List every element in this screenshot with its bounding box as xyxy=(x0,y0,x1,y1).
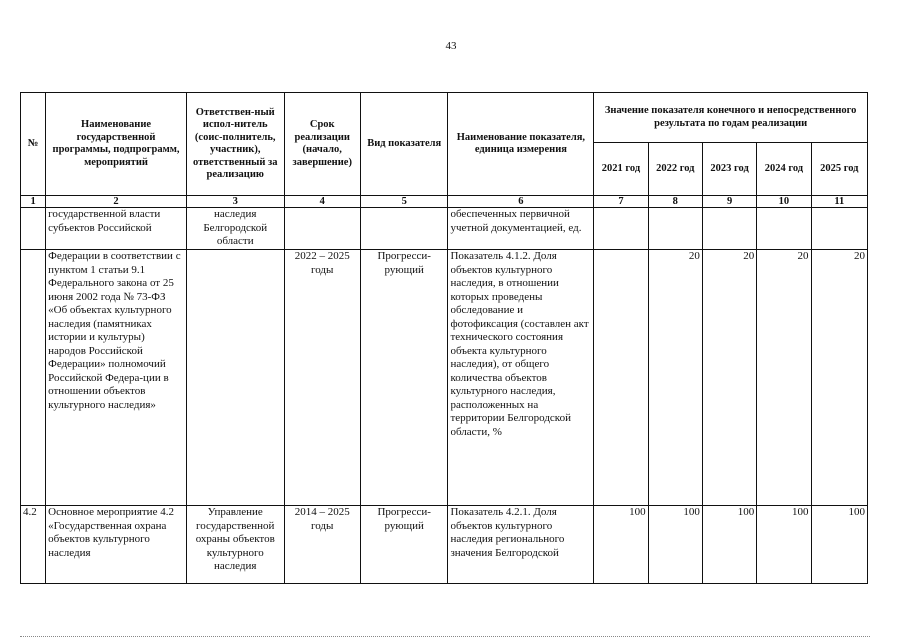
header-number: № xyxy=(21,93,46,196)
indicator-name-cell: Показатель 4.2.1. Доля объектов культурного наследия регионального значения Белгородской xyxy=(448,506,594,584)
value-cell-2025: 20 xyxy=(811,250,867,506)
column-number: 6 xyxy=(448,196,594,208)
column-number: 11 xyxy=(811,196,867,208)
program-name-cell: Основное мероприятие 4.2 «Государственная охрана объектов культурного наследия xyxy=(46,506,187,584)
indicator-name-cell: обеспеченных первичной учетной документацией, ед. xyxy=(448,208,594,250)
indicator-type-cell: Прогресси-рующий xyxy=(360,506,448,584)
page-number: 43 xyxy=(445,40,457,52)
value-cell-2022 xyxy=(648,208,702,250)
column-number: 2 xyxy=(46,196,187,208)
term-cell xyxy=(284,208,360,250)
executor-cell: Управление государственной охраны объектов культурного наследия xyxy=(186,506,284,584)
column-number: 8 xyxy=(648,196,702,208)
value-cell-2022: 100 xyxy=(648,506,702,584)
header-executor: Ответствен-ный испол-нитель (соис-полнитель, участник), ответственный за реализацию xyxy=(186,93,284,196)
header-year-2024: 2024 год xyxy=(757,143,811,196)
row-number-cell: 4.2 xyxy=(21,506,46,584)
header-indicator-type: Вид показателя xyxy=(360,93,448,196)
column-number: 3 xyxy=(186,196,284,208)
row-number-cell xyxy=(21,208,46,250)
value-cell-2021 xyxy=(594,250,648,506)
value-cell-2024: 20 xyxy=(757,250,811,506)
column-number: 4 xyxy=(284,196,360,208)
program-name-cell: Федерации в соответствии с пунктом 1 статьи 9.1 Федерального закона от 25 июня 2002 года № 73-ФЗ «Об объектах культурного наследия (памятниках истории и культуры) народов Российской Федерации» полномочий Российской Федера-ции в отношении объектов культурного наследия» xyxy=(46,250,187,506)
row-number-cell xyxy=(21,250,46,506)
value-cell-2024: 100 xyxy=(757,506,811,584)
header-year-2021: 2021 год xyxy=(594,143,648,196)
table-row xyxy=(21,506,868,584)
value-cell-2024 xyxy=(757,208,811,250)
indicator-type-cell: Прогресси-рующий xyxy=(360,250,448,506)
table-row xyxy=(21,208,868,250)
column-number: 7 xyxy=(594,196,648,208)
value-cell-2023 xyxy=(702,208,756,250)
table-row xyxy=(21,250,868,506)
executor-cell xyxy=(186,250,284,506)
header-year-2023: 2023 год xyxy=(702,143,756,196)
term-cell: 2014 – 2025 годы xyxy=(284,506,360,584)
executor-cell: наследия Белгородской области xyxy=(186,208,284,250)
header-values-group: Значение показателя конечного и непосредственного результата по годам реализации xyxy=(594,93,868,143)
column-number: 1 xyxy=(21,196,46,208)
column-number-row xyxy=(21,196,868,208)
header-year-2025: 2025 год xyxy=(811,143,867,196)
column-number: 10 xyxy=(757,196,811,208)
header-program-name: Наименование государственной программы, подпрограмм, мероприятий xyxy=(46,93,187,196)
value-cell-2021: 100 xyxy=(594,506,648,584)
header-year-2022: 2022 год xyxy=(648,143,702,196)
value-cell-2025 xyxy=(811,208,867,250)
value-cell-2023: 100 xyxy=(702,506,756,584)
indicators-table xyxy=(20,92,868,584)
indicator-type-cell xyxy=(360,208,448,250)
column-number: 9 xyxy=(702,196,756,208)
value-cell-2025: 100 xyxy=(811,506,867,584)
indicator-name-cell: Показатель 4.1.2. Доля объектов культурного наследия, в отношении которых проведены обследование и фотофиксация (составлен акт технического состояния объекта культурного наследия), от общего количества объектов культурного наследия, расположенных на территории Белгородской области, % xyxy=(448,250,594,506)
value-cell-2022: 20 xyxy=(648,250,702,506)
column-number: 5 xyxy=(360,196,448,208)
value-cell-2021 xyxy=(594,208,648,250)
header-indicator-name: Наименование показателя, единица измерения xyxy=(448,93,594,196)
page-bottom-edge xyxy=(20,636,870,637)
program-name-cell: государственной власти субъектов Российской xyxy=(46,208,187,250)
header-term: Срок реализации (начало, завершение) xyxy=(284,93,360,196)
value-cell-2023: 20 xyxy=(702,250,756,506)
term-cell: 2022 – 2025 годы xyxy=(284,250,360,506)
